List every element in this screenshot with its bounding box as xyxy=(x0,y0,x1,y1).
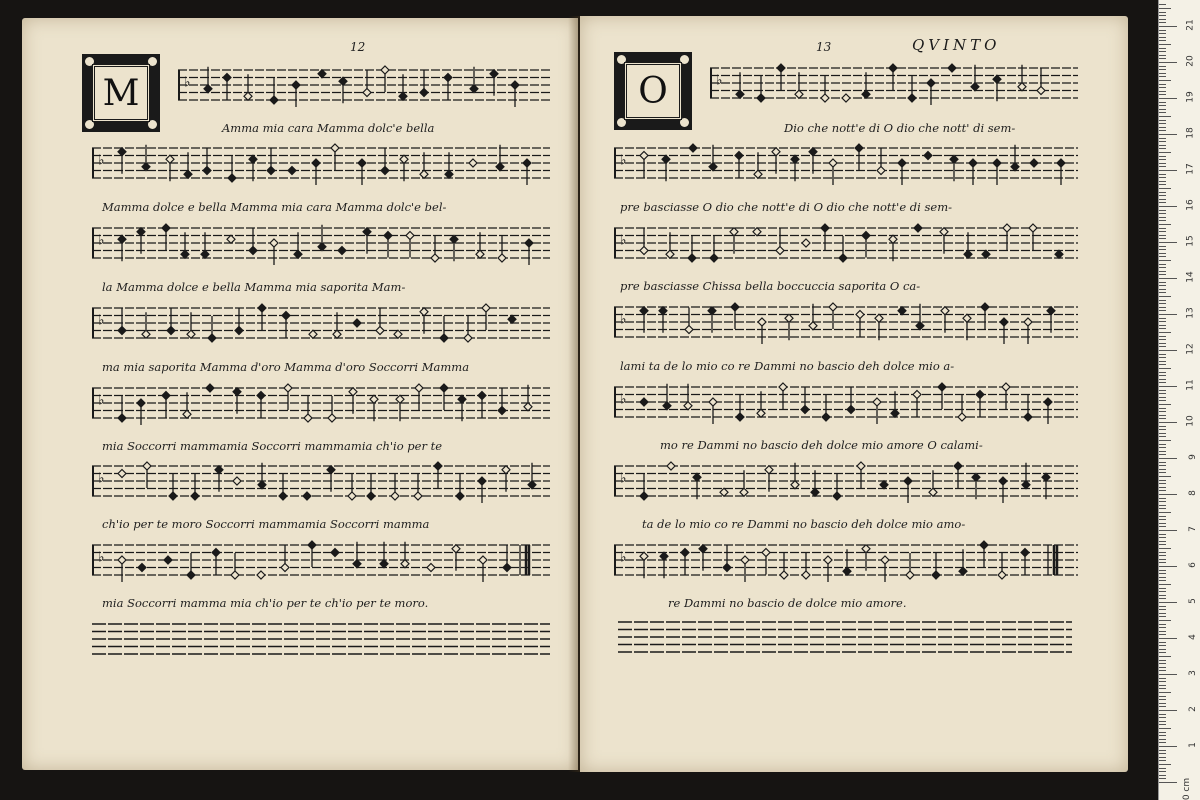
ruler-tick xyxy=(1159,757,1166,758)
ruler-tick xyxy=(1159,476,1171,477)
ruler-tick xyxy=(1159,141,1166,142)
ruler-tick xyxy=(1159,782,1177,783)
ruler-tick xyxy=(1159,372,1166,373)
right-initial-ornament xyxy=(614,52,692,130)
ruler-tick xyxy=(1159,552,1166,553)
ruler-tick xyxy=(1159,33,1166,34)
ruler-tick xyxy=(1159,15,1166,16)
ruler-tick xyxy=(1159,393,1166,394)
ruler-tick xyxy=(1159,411,1166,412)
ruler-tick xyxy=(1159,336,1166,337)
ruler-tick xyxy=(1159,469,1166,470)
ruler-tick xyxy=(1159,570,1166,571)
ruler-tick xyxy=(1159,292,1166,293)
lyric-line: Amma mia cara Mamma dolc'e bella xyxy=(222,121,435,135)
ruler-tick xyxy=(1159,584,1171,585)
ruler-tick xyxy=(1159,598,1166,599)
ruler-tick xyxy=(1159,256,1166,257)
svg-text:♭: ♭ xyxy=(620,549,627,566)
ruler-tick xyxy=(1159,652,1166,653)
lyric-line: la Mamma dolce e bella Mamma mia saporita Mam- xyxy=(102,280,406,294)
ruler-tick xyxy=(1159,703,1166,704)
ruler-tick xyxy=(1159,454,1166,455)
ruler-tick xyxy=(1159,282,1166,283)
ruler-tick xyxy=(1159,325,1166,326)
ruler-tick xyxy=(1159,382,1166,383)
ruler-tick xyxy=(1159,631,1166,632)
ruler-tick xyxy=(1159,660,1166,661)
ruler-tick xyxy=(1159,487,1166,488)
ruler-tick xyxy=(1159,588,1166,589)
ruler-tick xyxy=(1159,206,1177,207)
svg-text:♭: ♭ xyxy=(98,392,105,409)
ruler-tick xyxy=(1159,436,1166,437)
ruler-tick xyxy=(1159,318,1166,319)
ruler-tick xyxy=(1159,634,1166,635)
ruler-tick xyxy=(1159,613,1166,614)
ruler-tick xyxy=(1159,404,1171,405)
ruler-number: 15 xyxy=(1185,235,1196,247)
ruler-tick xyxy=(1159,19,1166,20)
ruler-tick xyxy=(1159,246,1166,247)
lyric-line: mia Soccorri mammamia Soccorri mammamia ch'io per te xyxy=(102,439,443,453)
ruler-number: 2 xyxy=(1188,706,1199,712)
ruler-number: 6 xyxy=(1188,562,1199,568)
ruler-tick xyxy=(1159,451,1166,452)
ruler-tick xyxy=(1159,642,1166,643)
ruler-tick xyxy=(1159,210,1166,211)
ruler-tick xyxy=(1159,84,1166,85)
right-page-number: 13 xyxy=(816,40,832,54)
ruler-tick xyxy=(1159,498,1166,499)
ruler-tick xyxy=(1159,26,1177,27)
ruler-tick xyxy=(1159,408,1166,409)
ruler-tick xyxy=(1159,609,1166,610)
ruler-tick xyxy=(1159,58,1166,59)
ruler-tick xyxy=(1159,645,1166,646)
ruler-tick xyxy=(1159,472,1166,473)
svg-text:♭: ♭ xyxy=(98,470,105,487)
ruler-tick xyxy=(1159,656,1171,657)
ruler-tick xyxy=(1159,48,1166,49)
ruler-tick xyxy=(1159,667,1166,668)
lyric-line: pre basciasse Chissa bella boccuccia saporita O ca- xyxy=(620,279,921,293)
ruler-tick xyxy=(1159,76,1166,77)
ruler-number: 21 xyxy=(1185,19,1196,31)
ruler-tick xyxy=(1159,426,1166,427)
svg-text:♭: ♭ xyxy=(620,391,627,408)
ruler-tick xyxy=(1159,566,1177,567)
ruler-tick xyxy=(1159,429,1166,430)
ruler-tick xyxy=(1159,616,1166,617)
ruler-tick xyxy=(1159,188,1171,189)
ruler-tick xyxy=(1159,753,1166,754)
ruler-tick xyxy=(1159,66,1166,67)
ruler-number: 18 xyxy=(1185,127,1196,139)
ruler-tick xyxy=(1159,483,1166,484)
ruler-tick xyxy=(1159,300,1166,301)
ruler-tick xyxy=(1159,746,1177,747)
voice-label: QVINTO xyxy=(912,36,1001,54)
ruler-tick xyxy=(1159,415,1166,416)
ruler-tick xyxy=(1159,361,1166,362)
ruler-tick xyxy=(1159,30,1166,31)
ruler-tick xyxy=(1159,519,1166,520)
ruler-tick xyxy=(1159,310,1166,311)
ruler-tick xyxy=(1159,775,1166,776)
ruler-tick xyxy=(1159,681,1166,682)
ruler-tick xyxy=(1159,174,1166,175)
ruler-tick xyxy=(1159,260,1171,261)
ruler-number: 19 xyxy=(1185,91,1196,103)
ruler-number: 4 xyxy=(1188,634,1199,640)
lyric-line: pre basciasse O dio che nott'e di O dio che nott'e di sem- xyxy=(620,200,952,214)
ruler-tick xyxy=(1159,62,1177,63)
ruler-tick xyxy=(1159,375,1166,376)
empty-staff xyxy=(92,624,550,674)
ruler-tick xyxy=(1159,357,1166,358)
ruler-tick xyxy=(1159,501,1166,502)
ruler-tick xyxy=(1159,620,1171,621)
ruler-tick xyxy=(1159,591,1166,592)
ruler-tick xyxy=(1159,764,1171,765)
ruler-tick xyxy=(1159,721,1166,722)
ruler-tick xyxy=(1159,580,1166,581)
ruler-tick xyxy=(1159,526,1166,527)
music-staff xyxy=(614,456,1078,516)
ruler-tick xyxy=(1159,595,1166,596)
ruler-tick xyxy=(1159,573,1166,574)
lyric-line: mo re Dammi no bascio deh dolce mio amore O calami- xyxy=(660,438,983,452)
ruler-tick xyxy=(1159,771,1166,772)
ruler-tick xyxy=(1159,397,1166,398)
svg-text:♭: ♭ xyxy=(620,311,627,328)
ruler-tick xyxy=(1159,296,1171,297)
ruler-tick xyxy=(1159,699,1166,700)
ruler-tick xyxy=(1159,120,1166,121)
music-staff xyxy=(614,138,1078,198)
ruler-tick xyxy=(1159,422,1177,423)
ruler-tick xyxy=(1159,577,1166,578)
ruler-tick xyxy=(1159,253,1166,254)
ruler-unit-label: 0 cm xyxy=(1181,777,1192,800)
ruler-tick xyxy=(1159,688,1166,689)
lyric-line: ch'io per te moro Soccorri mammamia Soccorri mamma xyxy=(102,517,430,531)
left-page xyxy=(22,18,578,770)
ruler-tick xyxy=(1159,458,1177,459)
ruler-tick xyxy=(1159,465,1166,466)
ruler-tick xyxy=(1159,742,1166,743)
ruler-tick xyxy=(1159,94,1166,95)
ruler-tick xyxy=(1159,516,1166,517)
ruler-tick xyxy=(1159,440,1171,441)
ruler-tick xyxy=(1159,778,1166,779)
ruler-tick xyxy=(1159,364,1166,365)
ruler-tick xyxy=(1159,249,1166,250)
ruler-tick xyxy=(1159,624,1166,625)
ruler-number: 8 xyxy=(1188,490,1199,496)
svg-text:♭: ♭ xyxy=(716,72,723,89)
music-staff xyxy=(92,138,550,198)
ruler-tick xyxy=(1159,40,1166,41)
ruler-tick xyxy=(1159,220,1166,221)
ruler-tick xyxy=(1159,37,1166,38)
ruler-tick xyxy=(1159,105,1166,106)
ruler-tick xyxy=(1159,339,1166,340)
ruler-tick xyxy=(1159,678,1166,679)
ruler-tick xyxy=(1159,73,1166,74)
ruler-tick xyxy=(1159,321,1166,322)
ruler-tick xyxy=(1159,44,1171,45)
ruler-tick xyxy=(1159,123,1166,124)
ruler-tick xyxy=(1159,602,1177,603)
ruler-tick xyxy=(1159,152,1171,153)
ruler-tick xyxy=(1159,534,1166,535)
ruler-tick xyxy=(1159,696,1166,697)
music-staff xyxy=(92,456,550,516)
ruler-tick xyxy=(1159,537,1166,538)
ruler-tick xyxy=(1159,494,1177,495)
music-staff xyxy=(92,218,550,278)
ruler-tick xyxy=(1159,548,1171,549)
lyric-line: ma mia saporita Mamma d'oro Mamma d'oro Soccorri Mamma xyxy=(102,360,470,374)
ruler-tick xyxy=(1159,343,1166,344)
ruler-tick xyxy=(1159,51,1166,52)
ruler-number: 13 xyxy=(1185,307,1196,319)
ruler-tick xyxy=(1159,530,1177,531)
ruler-tick xyxy=(1159,638,1177,639)
ruler-tick xyxy=(1159,148,1166,149)
ruler-tick xyxy=(1159,768,1166,769)
ruler-tick xyxy=(1159,706,1166,707)
ruler-number: 5 xyxy=(1188,598,1199,604)
ruler-tick xyxy=(1159,109,1166,110)
ruler-tick xyxy=(1159,400,1166,401)
left-initial-letter: M xyxy=(92,64,150,122)
lyric-line: lami ta de lo mio co re Dammi no bascio deh dolce mio a- xyxy=(620,359,955,373)
ruler-tick xyxy=(1159,242,1177,243)
measurement-ruler xyxy=(1158,0,1200,800)
ruler-tick xyxy=(1159,512,1171,513)
ruler-tick xyxy=(1159,555,1166,556)
ruler-tick xyxy=(1159,69,1166,70)
ruler-tick xyxy=(1159,267,1166,268)
ruler-tick xyxy=(1159,346,1166,347)
ruler-tick xyxy=(1159,8,1171,9)
ruler-tick xyxy=(1159,328,1166,329)
music-staff xyxy=(710,58,1078,118)
ruler-tick xyxy=(1159,235,1166,236)
ruler-tick xyxy=(1159,760,1166,761)
ruler-tick xyxy=(1159,649,1166,650)
ruler-tick xyxy=(1159,55,1166,56)
ruler-tick xyxy=(1159,418,1166,419)
svg-text:♭: ♭ xyxy=(620,152,627,169)
ruler-tick xyxy=(1159,217,1166,218)
ruler-tick xyxy=(1159,368,1171,369)
ruler-tick xyxy=(1159,134,1177,135)
ruler-tick xyxy=(1159,354,1166,355)
ruler-tick xyxy=(1159,739,1166,740)
ruler-tick xyxy=(1159,224,1171,225)
ruler-tick xyxy=(1159,307,1166,308)
ruler-tick xyxy=(1159,332,1171,333)
right-initial-letter: O xyxy=(624,62,682,120)
ruler-tick xyxy=(1159,285,1166,286)
ruler-tick xyxy=(1159,562,1166,563)
svg-text:♭: ♭ xyxy=(184,74,191,91)
ruler-number: 7 xyxy=(1188,526,1199,532)
music-staff xyxy=(92,535,550,595)
ruler-number: 9 xyxy=(1188,454,1199,460)
ruler-tick xyxy=(1159,508,1166,509)
left-page-number: 12 xyxy=(350,40,366,54)
ruler-tick xyxy=(1159,156,1166,157)
ruler-tick xyxy=(1159,4,1166,5)
lyric-line: ta de lo mio co re Dammi no bascio deh dolce mio amo- xyxy=(642,517,966,531)
ruler-tick xyxy=(1159,505,1166,506)
left-initial-ornament xyxy=(82,54,160,132)
ruler-tick xyxy=(1159,264,1166,265)
svg-text:♭: ♭ xyxy=(98,232,105,249)
right-page xyxy=(580,16,1128,772)
lyric-line: Dio che nott'e di O dio che nott' di sem- xyxy=(784,121,1016,135)
ruler-tick xyxy=(1159,670,1166,671)
ruler-tick xyxy=(1159,199,1166,200)
ruler-tick xyxy=(1159,710,1177,711)
ruler-tick xyxy=(1159,102,1166,103)
ruler-tick xyxy=(1159,735,1166,736)
ruler-tick xyxy=(1159,195,1166,196)
ruler-tick xyxy=(1159,444,1166,445)
ruler-number: 12 xyxy=(1185,343,1196,355)
svg-text:♭: ♭ xyxy=(98,549,105,566)
ruler-tick xyxy=(1159,238,1166,239)
ruler-tick xyxy=(1159,145,1166,146)
ruler-number: 14 xyxy=(1185,271,1196,283)
ruler-tick xyxy=(1159,724,1166,725)
ruler-tick xyxy=(1159,80,1171,81)
ruler-tick xyxy=(1159,170,1177,171)
ruler-tick xyxy=(1159,523,1166,524)
ruler-number: 10 xyxy=(1185,415,1196,427)
ruler-number: 20 xyxy=(1185,55,1196,67)
music-staff xyxy=(614,297,1078,357)
ruler-tick xyxy=(1159,91,1166,92)
ruler-tick xyxy=(1159,231,1166,232)
ruler-tick xyxy=(1159,289,1166,290)
ruler-tick xyxy=(1159,159,1166,160)
ruler-tick xyxy=(1159,433,1166,434)
ruler-tick xyxy=(1159,541,1166,542)
music-staff xyxy=(92,298,550,358)
ruler-tick xyxy=(1159,202,1166,203)
ruler-tick xyxy=(1159,112,1166,113)
ruler-tick xyxy=(1159,278,1177,279)
ruler-tick xyxy=(1159,184,1166,185)
svg-text:♭: ♭ xyxy=(98,312,105,329)
ruler-tick xyxy=(1159,192,1166,193)
ruler-tick xyxy=(1159,674,1177,675)
ruler-tick xyxy=(1159,480,1166,481)
svg-text:♭: ♭ xyxy=(620,232,627,249)
ruler-tick xyxy=(1159,12,1166,13)
ruler-number: 17 xyxy=(1185,163,1196,175)
empty-staff xyxy=(618,622,1072,672)
ruler-tick xyxy=(1159,379,1166,380)
ruler-number: 16 xyxy=(1185,199,1196,211)
ruler-tick xyxy=(1159,627,1166,628)
ruler-tick xyxy=(1159,714,1166,715)
ruler-tick xyxy=(1159,462,1166,463)
ruler-tick xyxy=(1159,213,1166,214)
ruler-tick xyxy=(1159,116,1171,117)
music-staff xyxy=(178,60,550,120)
ruler-tick xyxy=(1159,490,1166,491)
ruler-tick xyxy=(1159,685,1166,686)
ruler-tick xyxy=(1159,732,1166,733)
ruler-tick xyxy=(1159,130,1166,131)
ruler-tick xyxy=(1159,138,1166,139)
ruler-tick xyxy=(1159,271,1166,272)
ruler-tick xyxy=(1159,181,1166,182)
ruler-tick xyxy=(1159,228,1166,229)
svg-text:♭: ♭ xyxy=(620,470,627,487)
ruler-tick xyxy=(1159,350,1177,351)
lyric-line: re Dammi no bascio de dolce mio amore. xyxy=(668,596,907,610)
ruler-tick xyxy=(1159,559,1166,560)
lyric-line: Mamma dolce e bella Mamma mia cara Mamma dolc'e bel- xyxy=(102,200,447,214)
ruler-tick xyxy=(1159,87,1166,88)
ruler-number: 11 xyxy=(1185,379,1196,391)
music-staff xyxy=(614,377,1078,437)
ruler-number: 1 xyxy=(1188,742,1199,748)
svg-text:♭: ♭ xyxy=(98,152,105,169)
ruler-tick xyxy=(1159,163,1166,164)
ruler-tick xyxy=(1159,274,1166,275)
ruler-tick xyxy=(1159,127,1166,128)
ruler-tick xyxy=(1159,447,1166,448)
ruler-tick xyxy=(1159,314,1177,315)
music-staff xyxy=(614,218,1078,278)
ruler-tick xyxy=(1159,303,1166,304)
ruler-tick xyxy=(1159,166,1166,167)
ruler-tick xyxy=(1159,663,1166,664)
ruler-tick xyxy=(1159,22,1166,23)
music-staff xyxy=(92,378,550,438)
ruler-tick xyxy=(1159,728,1171,729)
ruler-tick xyxy=(1159,544,1166,545)
ruler-tick xyxy=(1159,390,1166,391)
ruler-tick xyxy=(1159,98,1177,99)
lyric-line: mia Soccorri mamma mia ch'io per te ch'io per te moro. xyxy=(102,596,429,610)
music-staff xyxy=(614,535,1078,595)
ruler-number: 3 xyxy=(1188,670,1199,676)
ruler-tick xyxy=(1159,717,1166,718)
ruler-tick xyxy=(1159,750,1166,751)
ruler-tick xyxy=(1159,606,1166,607)
ruler-tick xyxy=(1159,692,1171,693)
ruler-tick xyxy=(1159,177,1166,178)
ruler-tick xyxy=(1159,386,1177,387)
